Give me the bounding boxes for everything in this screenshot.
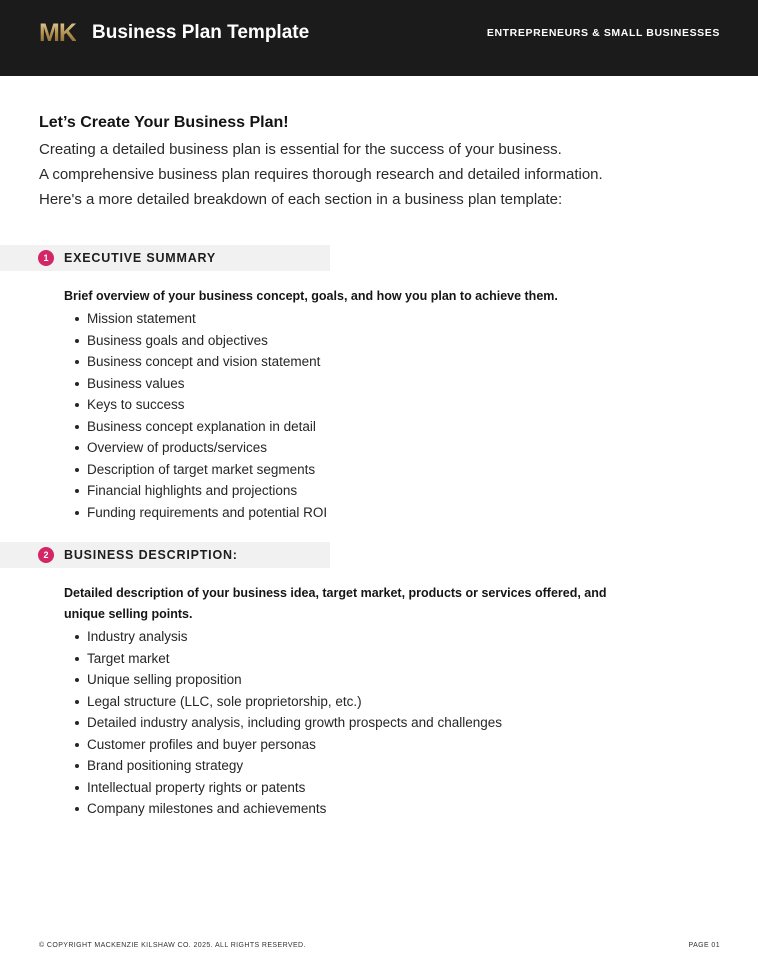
list-item: Overview of products/services (64, 437, 664, 459)
list-item: Brand positioning strategy (64, 755, 649, 777)
list-item: Business goals and objectives (64, 330, 664, 352)
brand-logo: MK (39, 18, 76, 47)
list-item: Business concept explanation in detail (64, 416, 664, 438)
section-number-badge: 1 (38, 250, 54, 266)
intro-heading: Let’s Create Your Business Plan! (39, 114, 289, 131)
list-item: Customer profiles and buyer personas (64, 734, 649, 756)
page-header (0, 0, 758, 76)
intro-block (39, 112, 719, 212)
list-item: Intellectual property rights or patents (64, 777, 649, 799)
list-item: Keys to success (64, 394, 664, 416)
intro-line: Here's a more detailed breakdown of each section in a business plan template: (39, 191, 563, 208)
list-item: Company milestones and achievements (64, 798, 649, 820)
section-body-executive-summary (64, 286, 664, 523)
list-item: Mission statement (64, 308, 664, 330)
page-number: PAGE 01 (688, 942, 720, 949)
document-title: Business Plan Template (92, 22, 310, 43)
section-title: BUSINESS DESCRIPTION: (64, 548, 238, 562)
list-item: Industry analysis (64, 626, 649, 648)
section-body-business-description (64, 583, 649, 820)
list-item: Description of target market segments (64, 459, 664, 481)
list-item: Unique selling proposition (64, 669, 649, 691)
intro-line: Creating a detailed business plan is essential for the success of your business. (39, 141, 562, 158)
section-number-badge: 2 (38, 547, 54, 563)
section-header-executive-summary (0, 245, 330, 271)
list-item: Funding requirements and potential ROI (64, 502, 664, 524)
list-item: Legal structure (LLC, sole proprietorship, etc.) (64, 691, 649, 713)
copyright-notice: © COPYRIGHT MACKENZIE KILSHAW CO. 2025. ALL RIGHTS RESERVED. (39, 942, 306, 949)
section-title: EXECUTIVE SUMMARY (64, 251, 217, 265)
intro-line: A comprehensive business plan requires thorough research and detailed information. (39, 166, 603, 183)
list-item: Detailed industry analysis, including growth prospects and challenges (64, 712, 649, 734)
bullet-list (64, 308, 664, 523)
header-tagline: ENTREPRENEURS & SMALL BUSINESSES (486, 27, 720, 39)
section-header-business-description (0, 542, 330, 568)
list-item: Financial highlights and projections (64, 480, 664, 502)
list-item: Target market (64, 648, 649, 670)
list-item: Business concept and vision statement (64, 351, 664, 373)
bullet-list (64, 626, 649, 820)
section-lead: Detailed description of your business idea, target market, products or services offered, and unique selling points. (64, 586, 607, 621)
list-item: Business values (64, 373, 664, 395)
section-lead: Brief overview of your business concept, goals, and how you plan to achieve them. (64, 289, 558, 303)
